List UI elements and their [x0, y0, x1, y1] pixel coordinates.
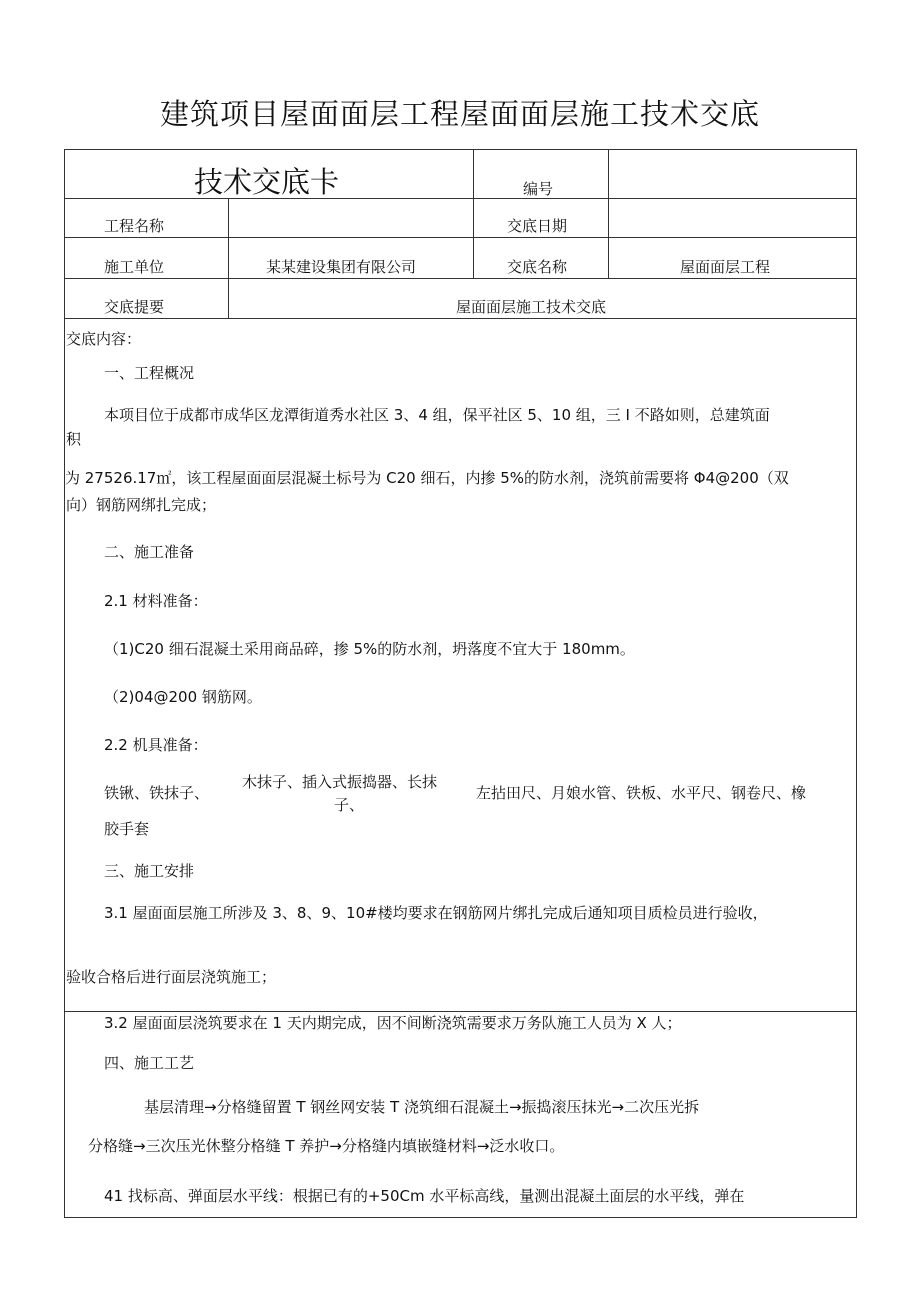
- summary-label: 交底提要: [104, 298, 165, 316]
- project-name-label: 工程名称: [104, 217, 165, 235]
- section-2-2-title: 2.2 机具准备：: [104, 736, 208, 754]
- section-3-title: 三、施工安排: [104, 862, 195, 880]
- handover-name-value: 屋面面层工程: [680, 258, 771, 276]
- clipped-text: 为 27526.17㎡，该工程屋面面层混凝土标号为 C20 细石，内掺 5%的防水剂，浇筑前需要将 Φ4@200（双: [65, 469, 789, 487]
- column-divider: [473, 149, 474, 278]
- equipment-list-a: 铁锹、铁抹子、: [104, 784, 210, 802]
- equipment-list-d: 胶手套: [104, 820, 150, 838]
- column-divider: [608, 149, 609, 278]
- section-4-title: 四、施工工艺: [104, 1054, 195, 1072]
- section-2-1-title: 2.1 材料准备：: [104, 592, 208, 610]
- unit-value: 某某建设集团有限公司: [266, 258, 417, 276]
- section-1-paragraph-continued: 积: [66, 430, 82, 448]
- row-divider: [64, 278, 857, 279]
- section-1-paragraph: 本项目位于成都市成华区龙潭街道秀水社区 3、4 组，保平社区 5、10 组，三 I 不路如则，总建筑面: [104, 406, 770, 424]
- material-item-1: （1)C20 细石混凝土采用商品碎，掺 5%的防水剂，坍落度不宜大于 180mm。: [104, 640, 635, 658]
- row-divider: [64, 198, 857, 199]
- section-2-title: 二、施工准备: [104, 543, 195, 561]
- unit-label: 施工单位: [104, 258, 165, 276]
- section-3-1: 3.1 屋面面层施工所涉及 3、8、9、10#楼均要求在钢筋网片绑扎完成后通知项目质检员进行验收，: [104, 904, 768, 922]
- document-title: 建筑项目屋面面层工程屋面面层施工技术交底: [159, 97, 760, 131]
- number-label: 编号: [523, 180, 554, 198]
- process-flow-line-2: 分格缝→三次压光休整分格缝 T 养护→分格缝内填嵌缝材料→泛水收口。: [88, 1137, 565, 1155]
- section-3-1-continued: 验收合格后进行面层浇筑施工；: [66, 968, 277, 986]
- material-item-2: （2)04@200 钢筋网。: [104, 688, 262, 706]
- row-divider: [64, 237, 857, 238]
- summary-value: 屋面面层施工技术交底: [456, 298, 607, 316]
- card-heading: 技术交底卡: [194, 165, 340, 199]
- date-label: 交底日期: [507, 217, 568, 235]
- process-flow-line-1: 基层清理→分格缝留置 T 钢丝网安装 T 浇筑细石混凝土→振捣滚压抹光→二次压光拆: [144, 1098, 700, 1116]
- content-label: 交底内容：: [66, 330, 142, 348]
- row-divider: [64, 318, 857, 319]
- section-1-title: 一、工程概况: [104, 364, 195, 382]
- clipped-text-line: [65, 469, 855, 487]
- handover-name-label: 交底名称: [507, 258, 568, 276]
- equipment-list-b2: 子、: [334, 796, 365, 814]
- equipment-list-c: 左拈田尺、月娘水管、铁板、水平尺、钢卷尺、橡: [476, 784, 807, 802]
- section-3-2: 3.2 屋面面层浇筑要求在 1 天内期完成，因不间断浇筑需要求万务队施工人员为 X 人；: [104, 1014, 682, 1032]
- column-divider: [228, 198, 229, 318]
- section-4-1: 41 找标高、弹面层水平线：根据已有的+50Cm 水平标高线，量测出混凝土面层的水平线，弹在: [104, 1187, 745, 1205]
- section-1-paragraph-2: 向）钢筋网绑扎完成；: [66, 496, 217, 514]
- equipment-list-b1: 木抹子、插入式振捣器、长抹: [242, 773, 438, 791]
